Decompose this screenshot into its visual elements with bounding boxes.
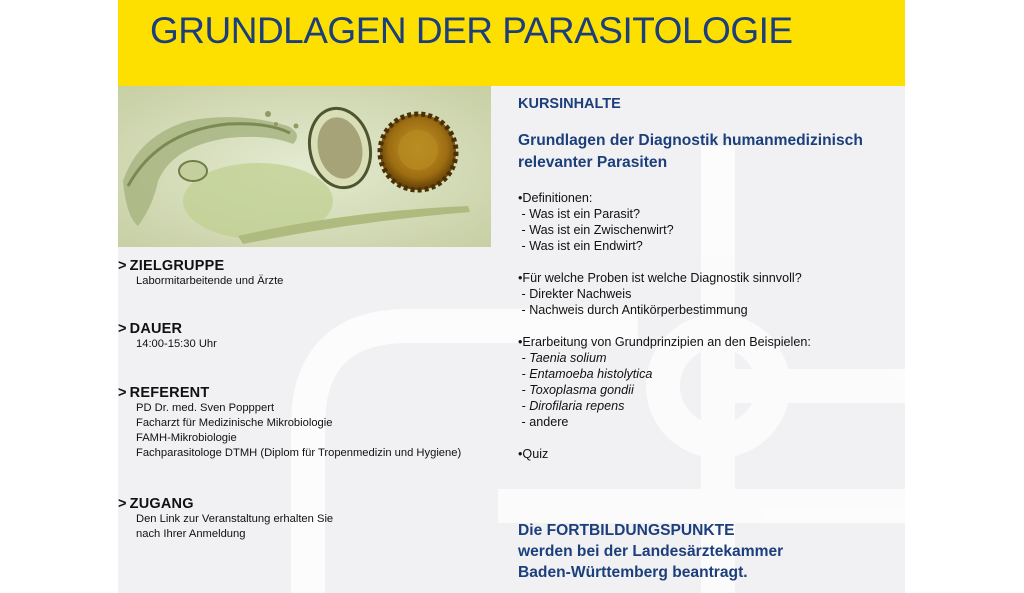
content-line: - Was ist ein Parasit? xyxy=(518,207,641,221)
content-line: - Dirofilaria repens xyxy=(518,399,625,413)
section-heading-label: REFERENT xyxy=(129,385,210,401)
kursinhalte-heading: KURSINHALTE xyxy=(518,96,621,112)
content-line: - Taenia solium xyxy=(518,351,607,365)
subtitle-line: Grundlagen der Diagnostik humanmedizinisch xyxy=(518,132,863,149)
content-group-quiz xyxy=(518,446,898,462)
kursinhalte-column xyxy=(518,96,898,462)
chevron-right-icon: > xyxy=(118,385,127,401)
section-heading xyxy=(118,321,217,337)
chevron-right-icon: > xyxy=(118,496,127,512)
content-line: - Nachweis durch Antikörperbestimmung xyxy=(518,303,748,317)
section-line: Den Link zur Veranstaltung erhalten Sie xyxy=(136,513,334,525)
section-heading-label: ZIELGRUPPE xyxy=(129,258,225,274)
section-zugang xyxy=(118,496,333,542)
content-line: •Erarbeitung von Grundprinzipien an den Beispielen: xyxy=(518,335,811,349)
chevron-right-icon: > xyxy=(118,321,127,337)
section-heading xyxy=(118,385,461,401)
content-group-beispiele xyxy=(518,334,898,430)
section-heading-label: ZUGANG xyxy=(129,496,194,512)
content-line: - Was ist ein Zwischenwirt? xyxy=(518,223,674,237)
content-line: •Quiz xyxy=(518,447,549,461)
section-dauer xyxy=(118,321,217,352)
kursinhalte-subtitle xyxy=(518,130,898,174)
flyer-sheet xyxy=(118,0,905,593)
content-line: - Direkter Nachweis xyxy=(518,287,632,301)
page-title: GRUNDLAGEN DER PARASITOLOGIE xyxy=(150,10,793,51)
section-line: Facharzt für Medizinische Mikrobiologie xyxy=(136,417,333,429)
section-line: 14:00-15:30 Uhr xyxy=(136,338,217,350)
section-heading-label: DAUER xyxy=(129,321,183,337)
section-body xyxy=(136,401,461,461)
content-line: •Für welche Proben ist welche Diagnostik sinnvoll? xyxy=(518,271,802,285)
section-heading xyxy=(118,496,333,512)
section-referent xyxy=(118,385,461,461)
section-body xyxy=(136,512,333,542)
content-line: - Was ist ein Endwirt? xyxy=(518,239,643,253)
note-line: Die FORTBILDUNGSPUNKTE xyxy=(518,522,735,539)
section-line: Labormitarbeitende und Ärzte xyxy=(136,275,284,287)
fortbildungspunkte-note xyxy=(518,520,898,583)
content-line: - andere xyxy=(518,415,569,429)
note-line: werden bei der Landesärztekammer xyxy=(518,543,784,560)
content-line: - Toxoplasma gondii xyxy=(518,383,634,397)
content-group-definitionen xyxy=(518,190,898,254)
section-zielgruppe xyxy=(118,258,283,289)
section-line: PD Dr. med. Sven Popppert xyxy=(136,402,275,414)
content-group-proben xyxy=(518,270,898,318)
section-line: Fachparasitologe DTMH (Diplom für Tropenmedizin und Hygiene) xyxy=(136,447,462,459)
chevron-right-icon: > xyxy=(118,258,127,274)
content-line: •Definitionen: xyxy=(518,191,593,205)
subtitle-line: relevanter Parasiten xyxy=(518,154,668,171)
section-line: FAMH-Mikrobiologie xyxy=(136,432,237,444)
section-body xyxy=(136,337,217,352)
section-heading xyxy=(118,258,283,274)
section-line: nach Ihrer Anmeldung xyxy=(136,528,246,540)
section-body xyxy=(136,274,283,289)
title-banner xyxy=(118,0,905,86)
microscopy-image xyxy=(118,86,491,247)
content-line: - Entamoeba histolytica xyxy=(518,367,653,381)
note-line: Baden-Württemberg beantragt. xyxy=(518,564,748,581)
